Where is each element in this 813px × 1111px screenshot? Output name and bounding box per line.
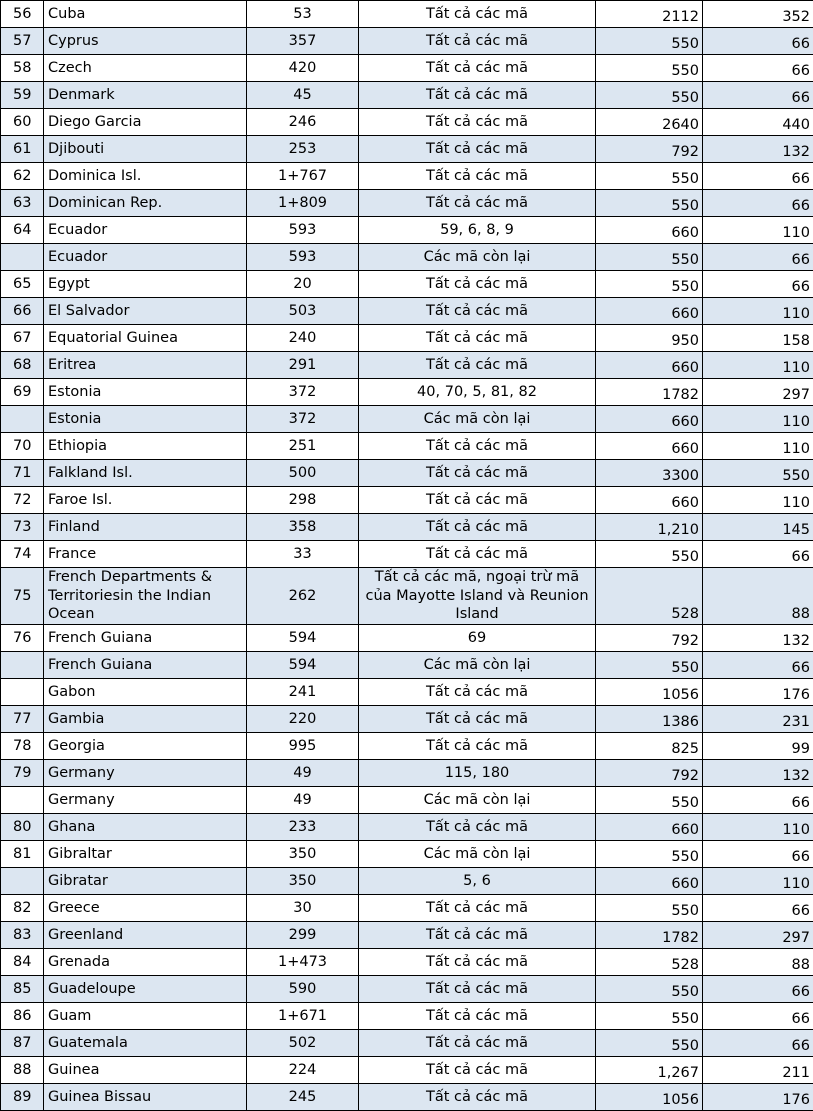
area-code-scope: Tất cả các mã <box>359 922 596 949</box>
area-code-scope: Tất cả các mã <box>359 895 596 922</box>
country-code: 500 <box>247 460 359 487</box>
rate-value-1: 550 <box>596 55 703 82</box>
rate-value-1: 1056 <box>596 679 703 706</box>
table-row <box>1 568 813 625</box>
rate-value-1: 950 <box>596 325 703 352</box>
country-name: Germany <box>44 787 247 814</box>
rate-value-2: 176 <box>703 679 813 706</box>
country-name: Faroe Isl. <box>44 487 247 514</box>
rate-value-2: 66 <box>703 55 813 82</box>
rate-value-2: 231 <box>703 706 813 733</box>
country-code: 590 <box>247 976 359 1003</box>
rate-value-1: 528 <box>596 949 703 976</box>
table-row <box>1 760 813 787</box>
table-row <box>1 1084 813 1111</box>
area-code-scope: Tất cả các mã <box>359 460 596 487</box>
rate-value-2: 110 <box>703 433 813 460</box>
table-row <box>1 922 813 949</box>
country-code: 53 <box>247 1 359 28</box>
country-code: 224 <box>247 1057 359 1084</box>
country-code: 594 <box>247 652 359 679</box>
country-name: Finland <box>44 514 247 541</box>
area-code-scope: 40, 70, 5, 81, 82 <box>359 379 596 406</box>
area-code-scope: Các mã còn lại <box>359 406 596 433</box>
rate-value-1: 550 <box>596 1030 703 1057</box>
country-name: French Guiana <box>44 652 247 679</box>
rate-value-2: 110 <box>703 868 813 895</box>
country-code: 358 <box>247 514 359 541</box>
country-name: Georgia <box>44 733 247 760</box>
area-code-scope: Tất cả các mã <box>359 82 596 109</box>
rate-value-2: 88 <box>703 949 813 976</box>
rate-value-2: 66 <box>703 976 813 1003</box>
row-number: 80 <box>1 814 44 841</box>
country-code: 350 <box>247 868 359 895</box>
rate-value-1: 1,267 <box>596 1057 703 1084</box>
table-row <box>1 379 813 406</box>
rate-value-1: 550 <box>596 541 703 568</box>
rate-value-2: 66 <box>703 190 813 217</box>
area-code-scope: Tất cả các mã <box>359 514 596 541</box>
area-code-scope: 59, 6, 8, 9 <box>359 217 596 244</box>
row-number: 77 <box>1 706 44 733</box>
rate-value-1: 660 <box>596 868 703 895</box>
rate-value-1: 550 <box>596 976 703 1003</box>
country-code: 220 <box>247 706 359 733</box>
row-number: 82 <box>1 895 44 922</box>
rate-value-2: 99 <box>703 733 813 760</box>
table-row <box>1 733 813 760</box>
row-number <box>1 406 44 433</box>
country-name: Cuba <box>44 1 247 28</box>
country-code: 995 <box>247 733 359 760</box>
area-code-scope: Tất cả các mã <box>359 1084 596 1111</box>
rate-value-2: 110 <box>703 814 813 841</box>
table-row <box>1 487 813 514</box>
area-code-scope: Tất cả các mã <box>359 352 596 379</box>
area-code-scope: Tất cả các mã <box>359 679 596 706</box>
table-row <box>1 433 813 460</box>
rate-value-1: 660 <box>596 487 703 514</box>
rate-value-1: 550 <box>596 244 703 271</box>
table-row <box>1 163 813 190</box>
row-number: 71 <box>1 460 44 487</box>
rate-value-1: 660 <box>596 217 703 244</box>
rate-value-1: 550 <box>596 163 703 190</box>
rate-value-2: 110 <box>703 406 813 433</box>
rate-value-1: 550 <box>596 28 703 55</box>
row-number: 69 <box>1 379 44 406</box>
table-row <box>1 841 813 868</box>
country-name: French Guiana <box>44 625 247 652</box>
table-row <box>1 706 813 733</box>
country-code: 1+767 <box>247 163 359 190</box>
rate-value-1: 2640 <box>596 109 703 136</box>
row-number: 75 <box>1 568 44 625</box>
area-code-scope: Tất cả các mã <box>359 733 596 760</box>
area-code-scope: Tất cả các mã <box>359 949 596 976</box>
country-name: Greenland <box>44 922 247 949</box>
row-number: 85 <box>1 976 44 1003</box>
area-code-scope: Các mã còn lại <box>359 787 596 814</box>
table-row <box>1 541 813 568</box>
rate-value-1: 550 <box>596 787 703 814</box>
table-row <box>1 652 813 679</box>
rate-value-2: 211 <box>703 1057 813 1084</box>
country-code: 1+473 <box>247 949 359 976</box>
rate-value-2: 66 <box>703 652 813 679</box>
country-name: Ethiopia <box>44 433 247 460</box>
row-number: 64 <box>1 217 44 244</box>
table-row <box>1 406 813 433</box>
rate-value-2: 440 <box>703 109 813 136</box>
table-row <box>1 976 813 1003</box>
row-number: 89 <box>1 1084 44 1111</box>
rate-value-1: 1,210 <box>596 514 703 541</box>
table-row <box>1 28 813 55</box>
row-number: 84 <box>1 949 44 976</box>
rate-value-1: 660 <box>596 352 703 379</box>
area-code-scope: Tất cả các mã <box>359 1003 596 1030</box>
rate-value-2: 66 <box>703 541 813 568</box>
country-name: Germany <box>44 760 247 787</box>
country-code: 357 <box>247 28 359 55</box>
table-row <box>1 1003 813 1030</box>
country-name: Greece <box>44 895 247 922</box>
country-code: 502 <box>247 1030 359 1057</box>
rate-value-1: 1782 <box>596 379 703 406</box>
country-code: 49 <box>247 760 359 787</box>
country-name: French Departments & Territoriesin the Indian Ocean <box>44 568 247 625</box>
rate-value-2: 66 <box>703 1030 813 1057</box>
country-name: Grenada <box>44 949 247 976</box>
table-row <box>1 949 813 976</box>
area-code-scope: Tất cả các mã <box>359 55 596 82</box>
country-name: Guatemala <box>44 1030 247 1057</box>
rate-value-1: 792 <box>596 625 703 652</box>
rate-value-2: 88 <box>703 568 813 625</box>
rate-value-2: 132 <box>703 760 813 787</box>
table-row <box>1 1057 813 1084</box>
country-name: Guinea Bissau <box>44 1084 247 1111</box>
area-code-scope: Tất cả các mã <box>359 1030 596 1057</box>
rate-value-2: 66 <box>703 82 813 109</box>
rate-value-2: 158 <box>703 325 813 352</box>
row-number: 87 <box>1 1030 44 1057</box>
row-number <box>1 652 44 679</box>
country-name: El Salvador <box>44 298 247 325</box>
rate-value-2: 176 <box>703 1084 813 1111</box>
country-code: 246 <box>247 109 359 136</box>
country-name: France <box>44 541 247 568</box>
country-name: Equatorial Guinea <box>44 325 247 352</box>
rate-value-2: 297 <box>703 379 813 406</box>
country-code: 372 <box>247 379 359 406</box>
country-name: Ecuador <box>44 244 247 271</box>
table-row <box>1 190 813 217</box>
table-row <box>1 679 813 706</box>
area-code-scope: Tất cả các mã <box>359 109 596 136</box>
country-name: Denmark <box>44 82 247 109</box>
country-code: 253 <box>247 136 359 163</box>
country-code: 372 <box>247 406 359 433</box>
table-row <box>1 298 813 325</box>
rate-value-1: 1056 <box>596 1084 703 1111</box>
country-name: Estonia <box>44 379 247 406</box>
country-code: 593 <box>247 244 359 271</box>
row-number: 76 <box>1 625 44 652</box>
area-code-scope: Tất cả các mã <box>359 541 596 568</box>
area-code-scope: Các mã còn lại <box>359 244 596 271</box>
row-number <box>1 868 44 895</box>
rate-value-2: 145 <box>703 514 813 541</box>
rate-value-2: 132 <box>703 625 813 652</box>
country-code: 262 <box>247 568 359 625</box>
row-number: 70 <box>1 433 44 460</box>
table-row <box>1 625 813 652</box>
rate-value-2: 66 <box>703 163 813 190</box>
table-row <box>1 55 813 82</box>
row-number: 83 <box>1 922 44 949</box>
row-number: 57 <box>1 28 44 55</box>
country-code: 45 <box>247 82 359 109</box>
row-number: 72 <box>1 487 44 514</box>
table-row <box>1 895 813 922</box>
row-number: 66 <box>1 298 44 325</box>
country-code: 20 <box>247 271 359 298</box>
country-name: Czech <box>44 55 247 82</box>
country-name: Guadeloupe <box>44 976 247 1003</box>
rate-value-1: 825 <box>596 733 703 760</box>
row-number: 56 <box>1 1 44 28</box>
rate-value-1: 528 <box>596 568 703 625</box>
table-row <box>1 352 813 379</box>
row-number: 68 <box>1 352 44 379</box>
rate-value-2: 66 <box>703 28 813 55</box>
country-code: 594 <box>247 625 359 652</box>
table-row <box>1 109 813 136</box>
area-code-scope: Tất cả các mã <box>359 487 596 514</box>
table-row <box>1 514 813 541</box>
rate-value-1: 550 <box>596 190 703 217</box>
area-code-scope: Các mã còn lại <box>359 652 596 679</box>
country-code: 420 <box>247 55 359 82</box>
area-code-scope: Tất cả các mã <box>359 190 596 217</box>
country-code: 251 <box>247 433 359 460</box>
row-number: 73 <box>1 514 44 541</box>
area-code-scope: 115, 180 <box>359 760 596 787</box>
row-number: 86 <box>1 1003 44 1030</box>
rate-value-1: 1782 <box>596 922 703 949</box>
rate-value-2: 297 <box>703 922 813 949</box>
country-code: 49 <box>247 787 359 814</box>
country-name: Cyprus <box>44 28 247 55</box>
country-name: Ecuador <box>44 217 247 244</box>
table-row <box>1 1030 813 1057</box>
rate-value-2: 66 <box>703 841 813 868</box>
rate-value-1: 660 <box>596 433 703 460</box>
area-code-scope: 69 <box>359 625 596 652</box>
rate-table-body <box>1 1 813 1111</box>
row-number: 79 <box>1 760 44 787</box>
rate-value-1: 550 <box>596 1003 703 1030</box>
rate-value-2: 132 <box>703 136 813 163</box>
table-row <box>1 868 813 895</box>
table-row <box>1 217 813 244</box>
rate-value-2: 352 <box>703 1 813 28</box>
table-row <box>1 271 813 298</box>
rate-value-2: 110 <box>703 217 813 244</box>
country-code: 1+809 <box>247 190 359 217</box>
row-number: 78 <box>1 733 44 760</box>
rate-value-2: 110 <box>703 298 813 325</box>
table-row <box>1 82 813 109</box>
rate-value-2: 66 <box>703 787 813 814</box>
country-name: Gambia <box>44 706 247 733</box>
table-row <box>1 244 813 271</box>
country-code: 350 <box>247 841 359 868</box>
rate-value-1: 550 <box>596 271 703 298</box>
row-number <box>1 787 44 814</box>
rate-value-2: 66 <box>703 271 813 298</box>
area-code-scope: Tất cả các mã <box>359 298 596 325</box>
area-code-scope: Tất cả các mã <box>359 28 596 55</box>
rate-value-2: 550 <box>703 460 813 487</box>
country-code: 1+671 <box>247 1003 359 1030</box>
country-name: Gibraltar <box>44 841 247 868</box>
table-row <box>1 325 813 352</box>
rate-value-1: 792 <box>596 136 703 163</box>
row-number <box>1 244 44 271</box>
row-number: 61 <box>1 136 44 163</box>
country-code: 503 <box>247 298 359 325</box>
country-name: Guinea <box>44 1057 247 1084</box>
row-number: 81 <box>1 841 44 868</box>
country-code: 298 <box>247 487 359 514</box>
area-code-scope: Các mã còn lại <box>359 841 596 868</box>
country-code: 233 <box>247 814 359 841</box>
rate-value-1: 2112 <box>596 1 703 28</box>
area-code-scope: Tất cả các mã <box>359 1057 596 1084</box>
country-name: Dominica Isl. <box>44 163 247 190</box>
country-code: 291 <box>247 352 359 379</box>
area-code-scope: Tất cả các mã <box>359 1 596 28</box>
country-code: 299 <box>247 922 359 949</box>
country-name: Djibouti <box>44 136 247 163</box>
area-code-scope: Tất cả các mã <box>359 325 596 352</box>
area-code-scope: Tất cả các mã <box>359 976 596 1003</box>
table-row <box>1 814 813 841</box>
rate-value-2: 66 <box>703 1003 813 1030</box>
rate-value-1: 660 <box>596 814 703 841</box>
row-number: 63 <box>1 190 44 217</box>
row-number: 65 <box>1 271 44 298</box>
area-code-scope: Tất cả các mã <box>359 163 596 190</box>
country-name: Eritrea <box>44 352 247 379</box>
table-row <box>1 460 813 487</box>
rate-value-1: 3300 <box>596 460 703 487</box>
rate-value-1: 660 <box>596 406 703 433</box>
country-name: Guam <box>44 1003 247 1030</box>
country-code: 240 <box>247 325 359 352</box>
country-name: Dominican Rep. <box>44 190 247 217</box>
rate-value-1: 792 <box>596 760 703 787</box>
row-number: 88 <box>1 1057 44 1084</box>
rate-value-1: 550 <box>596 895 703 922</box>
row-number: 60 <box>1 109 44 136</box>
table-row <box>1 136 813 163</box>
area-code-scope: Tất cả các mã <box>359 136 596 163</box>
table-row <box>1 787 813 814</box>
country-name: Egypt <box>44 271 247 298</box>
country-name: Diego Garcia <box>44 109 247 136</box>
country-name: Gibratar <box>44 868 247 895</box>
row-number: 59 <box>1 82 44 109</box>
rate-value-1: 550 <box>596 82 703 109</box>
row-number: 62 <box>1 163 44 190</box>
row-number: 74 <box>1 541 44 568</box>
country-name: Estonia <box>44 406 247 433</box>
country-name: Falkland Isl. <box>44 460 247 487</box>
rate-value-1: 660 <box>596 298 703 325</box>
area-code-scope: Tất cả các mã, ngoại trừ mã của Mayotte Island và Reunion Island <box>359 568 596 625</box>
row-number <box>1 679 44 706</box>
rate-value-2: 110 <box>703 487 813 514</box>
country-code: 593 <box>247 217 359 244</box>
area-code-scope: Tất cả các mã <box>359 814 596 841</box>
country-code: 30 <box>247 895 359 922</box>
rate-value-2: 66 <box>703 244 813 271</box>
country-code: 33 <box>247 541 359 568</box>
country-code: 245 <box>247 1084 359 1111</box>
rate-value-2: 66 <box>703 895 813 922</box>
area-code-scope: Tất cả các mã <box>359 433 596 460</box>
country-code: 241 <box>247 679 359 706</box>
table-row <box>1 1 813 28</box>
row-number: 67 <box>1 325 44 352</box>
area-code-scope: 5, 6 <box>359 868 596 895</box>
area-code-scope: Tất cả các mã <box>359 271 596 298</box>
rate-value-1: 550 <box>596 652 703 679</box>
area-code-scope: Tất cả các mã <box>359 706 596 733</box>
rate-value-1: 1386 <box>596 706 703 733</box>
country-name: Gabon <box>44 679 247 706</box>
rate-value-1: 550 <box>596 841 703 868</box>
rate-value-2: 110 <box>703 352 813 379</box>
country-name: Ghana <box>44 814 247 841</box>
row-number: 58 <box>1 55 44 82</box>
